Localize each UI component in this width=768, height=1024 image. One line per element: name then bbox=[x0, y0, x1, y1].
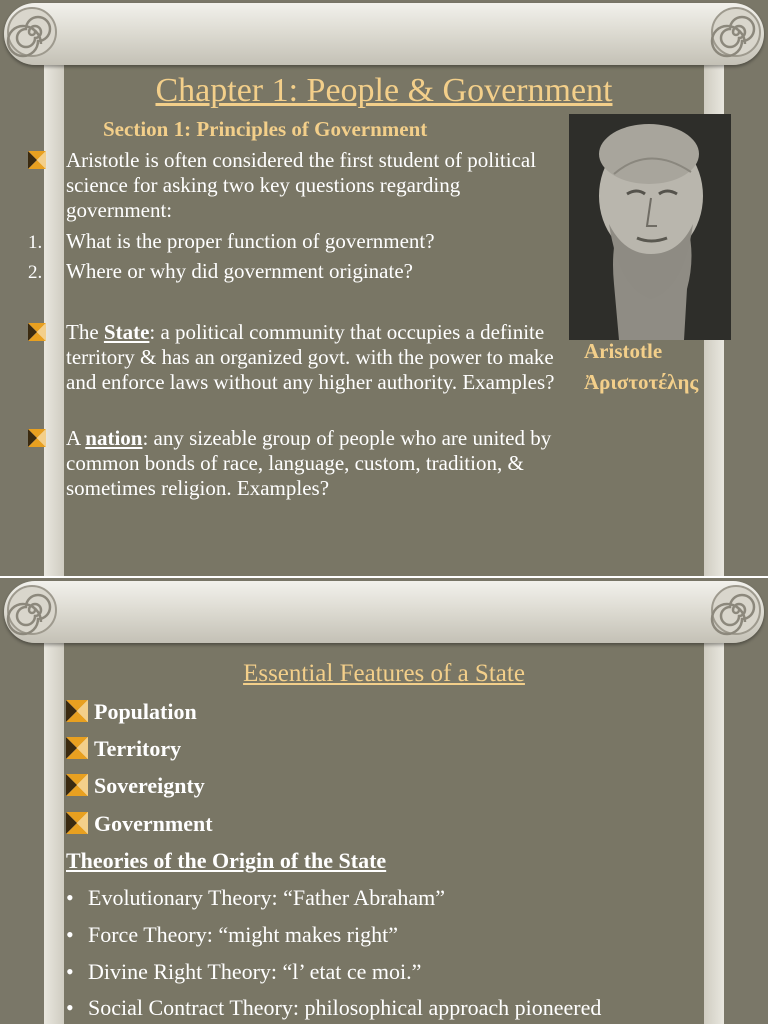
portrait-caption-name: Aristotle bbox=[584, 339, 663, 363]
scroll-header bbox=[4, 3, 764, 65]
pinwheel-bullet-icon bbox=[66, 700, 88, 722]
slide-subtitle: Section 1: Principles of Government bbox=[103, 117, 428, 141]
pinwheel-bullet-icon bbox=[28, 323, 46, 341]
portrait-caption-greek: Ἀριστοτέλης bbox=[584, 370, 699, 394]
slide-title: Essential Features of a State bbox=[243, 660, 525, 687]
volute-scroll-icon bbox=[710, 6, 762, 58]
nation-definition bbox=[66, 426, 571, 501]
list-number: 2. bbox=[28, 262, 43, 283]
list-number: 1. bbox=[28, 232, 43, 253]
question-item: What is the proper function of government? bbox=[66, 229, 435, 253]
nation-text: : any sizeable group of people who are united by common bonds of race, language, custom, tradition, & sometimes religion. Examples? bbox=[66, 426, 552, 500]
feature-item: Territory bbox=[94, 736, 182, 761]
theory-text: Divine Right Theory: “l’ etat ce moi.” bbox=[88, 959, 422, 984]
intro-text: Aristotle is often considered the first student of political science for asking two key questions regarding government: bbox=[66, 148, 537, 222]
bullet-dot: • bbox=[66, 959, 74, 984]
theory-item bbox=[66, 995, 601, 1021]
column-edge-left bbox=[44, 640, 64, 1024]
volute-scroll-icon bbox=[710, 584, 762, 636]
column-edge-left bbox=[44, 62, 64, 576]
state-text: : a political community that occupies a definite territory & has an organized govt. with the power to make and enforce laws without any higher authority. Examples? bbox=[66, 320, 555, 394]
slide-title: Chapter 1: People & Government bbox=[155, 72, 613, 109]
scroll-header bbox=[4, 581, 764, 643]
slide-2 bbox=[0, 578, 768, 1024]
bullet-dot: • bbox=[66, 922, 74, 947]
pinwheel-bullet-icon bbox=[28, 429, 46, 447]
feature-item: Sovereignty bbox=[94, 773, 205, 798]
theory-text: Social Contract Theory: philosophical approach pioneered bbox=[88, 995, 602, 1020]
feature-item: Government bbox=[94, 811, 213, 836]
theories-heading: Theories of the Origin of the State bbox=[66, 848, 387, 873]
state-prefix: The bbox=[66, 320, 104, 344]
pinwheel-bullet-icon bbox=[66, 774, 88, 796]
aristotle-portrait bbox=[569, 114, 731, 340]
nation-prefix: A bbox=[66, 426, 86, 450]
feature-item: Population bbox=[94, 699, 197, 724]
column-edge-right bbox=[704, 640, 724, 1024]
state-term: State bbox=[103, 320, 150, 344]
theory-text: Evolutionary Theory: “Father Abraham” bbox=[88, 885, 445, 910]
theory-item bbox=[66, 959, 421, 985]
bullet-dot: • bbox=[66, 885, 74, 910]
theory-text: Force Theory: “might makes right” bbox=[88, 922, 398, 947]
pinwheel-bullet-icon bbox=[28, 151, 46, 169]
theory-item bbox=[66, 885, 445, 911]
nation-term: nation bbox=[85, 426, 143, 450]
theory-item bbox=[66, 922, 398, 948]
bullet-dot: • bbox=[66, 995, 74, 1020]
volute-scroll-icon bbox=[6, 6, 58, 58]
pinwheel-bullet-icon bbox=[66, 812, 88, 834]
volute-scroll-icon bbox=[6, 584, 58, 636]
question-item: Where or why did government originate? bbox=[66, 259, 413, 283]
state-definition bbox=[66, 320, 571, 395]
pinwheel-bullet-icon bbox=[66, 737, 88, 759]
